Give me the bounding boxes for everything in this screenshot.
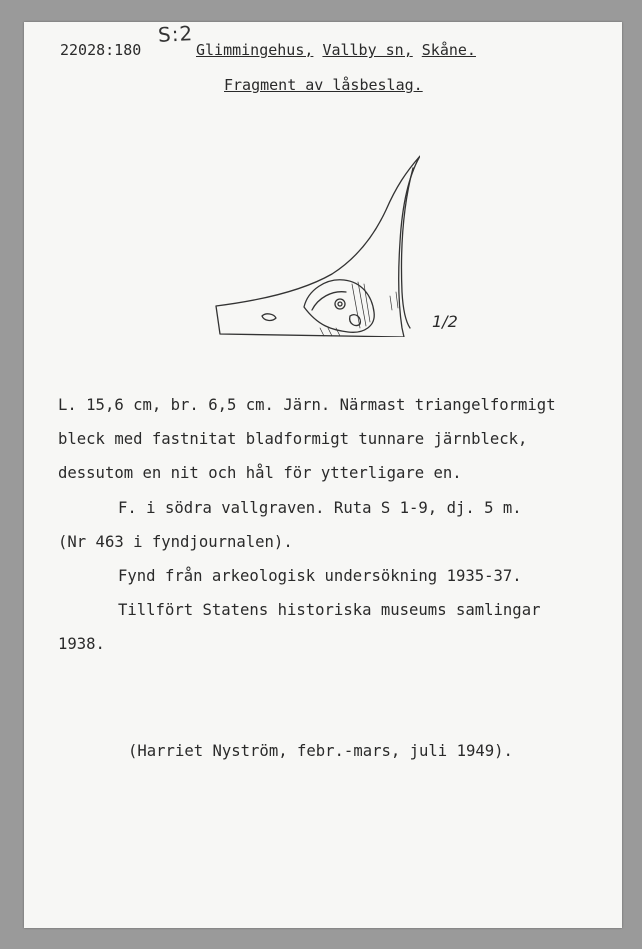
- catalog-number: 22028:180: [60, 41, 142, 59]
- description-line: L. 15,6 cm, br. 6,5 cm. Järn. Närmast triangelformigt: [58, 396, 556, 414]
- handwritten-note: S:2: [157, 21, 194, 47]
- catalog-card: [24, 22, 622, 928]
- site-name: Glimmingehus,: [196, 41, 314, 59]
- province-name: Skåne.: [421, 41, 476, 59]
- find-location: [196, 41, 476, 59]
- object-title: Fragment av låsbeslag.: [224, 76, 423, 94]
- description-line: Fynd från arkeologisk undersökning 1935-37.: [118, 566, 522, 585]
- scale-label: 1/2: [432, 312, 458, 331]
- artifact-drawing: [200, 132, 420, 337]
- description-line: (Nr 463 i fyndjournalen).: [58, 532, 293, 551]
- description-text: [58, 388, 618, 662]
- description-line: bleck med fastnitat bladformigt tunnare järnbleck,: [58, 430, 528, 449]
- description-line: dessutom en nit och hål för ytterligare en.: [58, 464, 462, 483]
- parish-name: Vallby sn,: [322, 41, 413, 59]
- description-line: F. i södra vallgraven. Ruta S 1-9, dj. 5 m.: [118, 498, 522, 517]
- description-line: Tillfört Statens historiska museums samlingar: [118, 601, 541, 620]
- signature-line: (Harriet Nyström, febr.-mars, juli 1949).: [128, 742, 513, 760]
- description-line: 1938.: [58, 635, 105, 654]
